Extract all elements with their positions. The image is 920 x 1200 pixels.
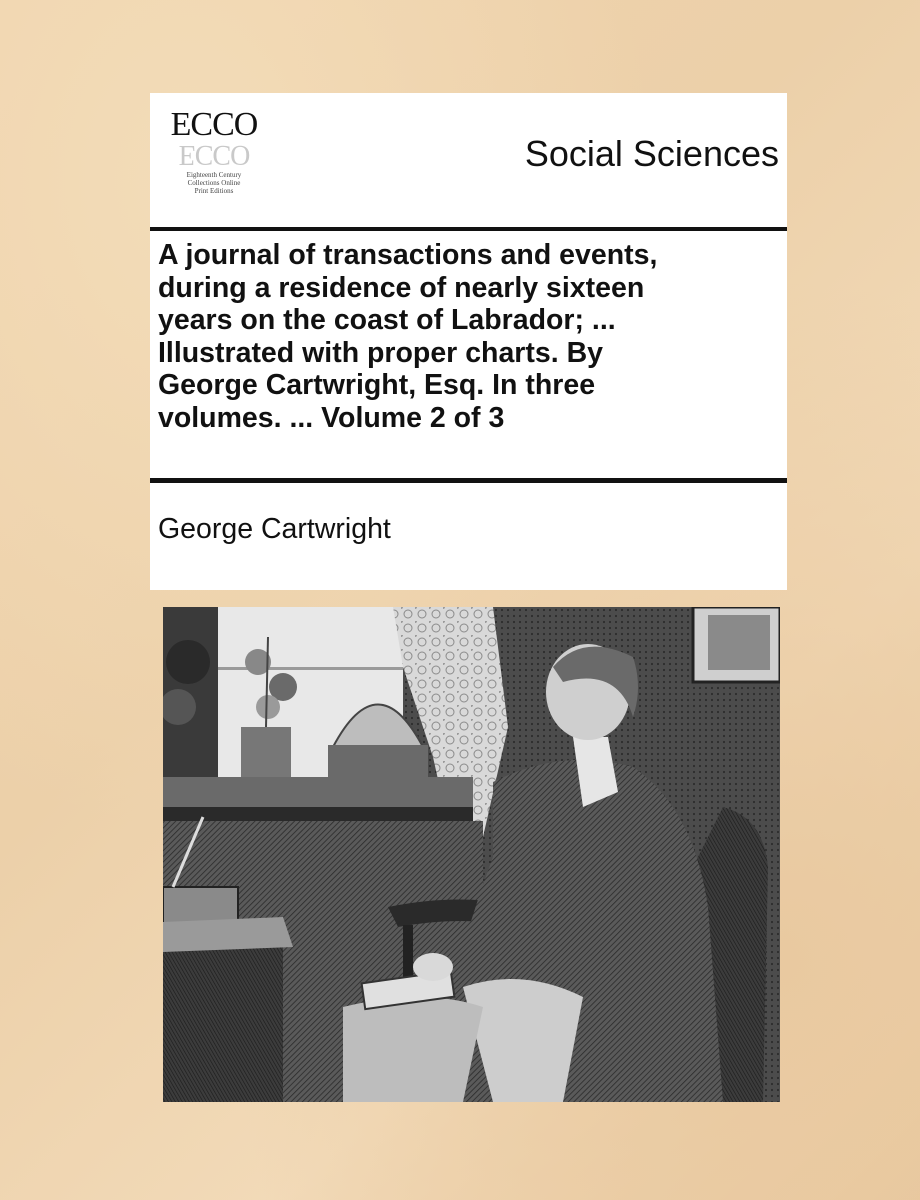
book-title-line: A journal of transactions and events, <box>158 239 658 271</box>
cover-panel <box>150 93 787 590</box>
book-title-line: Illustrated with proper charts. By <box>158 336 604 369</box>
engraving-drawing <box>163 607 780 1102</box>
series-title: Social Sciences <box>524 133 779 174</box>
book-title <box>158 239 778 434</box>
book-title-line: George Cartwright, Esq. In three <box>158 369 596 401</box>
header-band <box>150 93 787 227</box>
logo-mark: ECCO <box>170 106 258 143</box>
top-divider <box>150 227 787 231</box>
logo-mark-reflection: ECCO <box>178 139 250 170</box>
book-title-line: during a residence of nearly sixteen <box>158 271 645 304</box>
logo-caption <box>166 171 262 195</box>
middle-divider <box>150 478 787 483</box>
window-sill <box>163 777 473 807</box>
logo-caption-line: Print Editions <box>194 187 234 195</box>
logo-caption-line: Collections Online <box>187 179 241 187</box>
book-title-line: volumes. ... Volume 2 of 3 <box>158 401 505 434</box>
ecco-logo <box>166 107 262 211</box>
book-title-line: years on the coast of Labrador; ... <box>158 304 616 336</box>
cover-illustration <box>163 607 780 1102</box>
logo-caption-line: Eighteenth Century <box>186 171 242 179</box>
author-name: George Cartwright <box>158 513 391 545</box>
